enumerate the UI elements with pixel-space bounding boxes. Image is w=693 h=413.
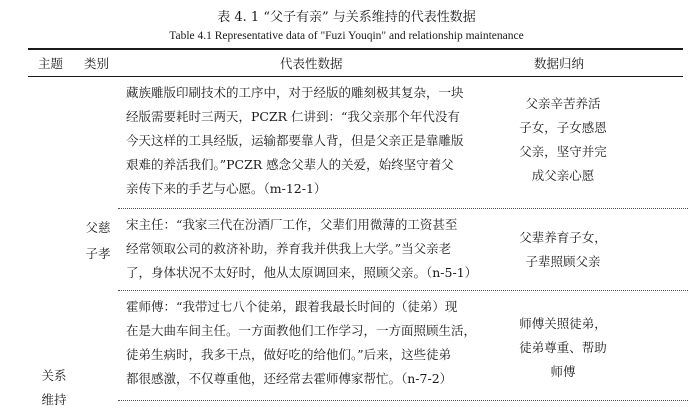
data-row-2: 宋主任：“我家三代在汾酒厂工作，父辈们用微薄的工资甚至 经常领取公司的救济补助，养育我并供我上大学。”当父亲老 了，身体状况不太好时，他从太原调回来，照顾父亲。（n-5-1） (126, 217, 478, 280)
row-divider-1 (118, 208, 688, 209)
table-caption-en: Table 4.1 Representative data of "Fuzi Youqin" and relationship maintenance (169, 30, 524, 42)
header-data: 代表性数据 (280, 56, 343, 71)
data-row-1: 藏族雕版印刷技术的工序中，对于经版的雕刻极其复杂，一块 经版需要耗时三两天，PCZR 仁讲到：“我父亲那个年代没有 今天这样的工具经版，运输都要靠人背，但是父亲正是靠雕版 艰难的养活我们。”PCZR 感念父辈人的关爱，始终坚守着父 亲传下来的手艺与心愿。（m-12-1） (126, 85, 464, 196)
header-summary: 数据归纳 (534, 56, 585, 71)
top-rule (28, 48, 683, 50)
table-caption-cn: 表 4. 1 “父子有亲” 与关系维持的代表性数据 (217, 10, 476, 25)
header-category: 类别 (84, 56, 110, 71)
summary-row-3: 师傅关照徒弟， 徒弟尊重、帮助 师傅 (519, 316, 607, 379)
row-divider-3 (118, 400, 688, 401)
category-label: 父慈 子孝 (85, 220, 111, 261)
data-row-3: 霍师傅：“我带过七八个徒弟，跟着我最长时间的（徒弟）现 在是大曲车间主任。一方面教他们工作学习，一方面照顾生活， 徒弟生病时，我多干点，做好吃的给他们。”后来，这些徒弟 都很感激，不仅尊重他，还经常去霍师傅家帮忙。（n-7-2） (126, 299, 477, 386)
summary-row-1: 父亲辛苦养活 子女，子女感恩 父亲，坚守并完 成父亲心愿 (519, 96, 607, 183)
header-theme: 主题 (38, 56, 64, 71)
row-divider-2 (118, 290, 688, 291)
summary-row-2: 父辈养育子女， 子辈照顾父亲 (519, 230, 607, 269)
header-rule (28, 76, 683, 77)
theme-label: 关系 维持 (41, 368, 67, 407)
